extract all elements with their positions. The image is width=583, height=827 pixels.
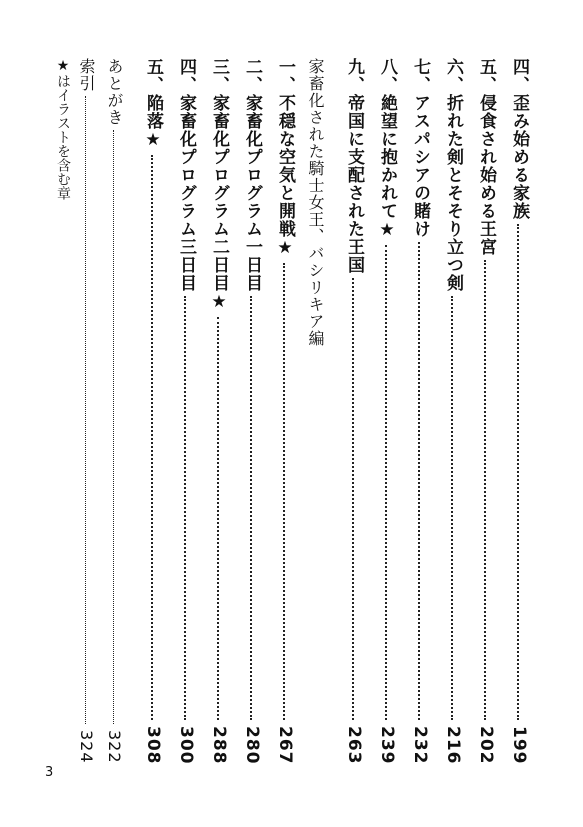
toc-entry[interactable] (268, 58, 301, 764)
page-number: 3 (45, 765, 54, 780)
toc-entry-title: 六、折れた剣とそそり立つ剣 (443, 58, 463, 292)
dot-leader (85, 96, 88, 724)
dot-leader (418, 242, 422, 720)
dot-leader (517, 224, 521, 720)
toc-entry[interactable] (436, 58, 469, 764)
toc-entry[interactable] (403, 58, 436, 764)
toc-entry-title: 七、アスパシアの賭け (410, 58, 430, 238)
part-heading (301, 58, 329, 764)
toc-entry-title: 五、陥落★ (143, 58, 163, 151)
toc-entry-page: 216 (443, 725, 463, 764)
table-of-contents (72, 58, 535, 764)
dot-leader (451, 296, 455, 720)
toc-entry[interactable] (235, 58, 268, 764)
toc-entry[interactable] (370, 58, 403, 764)
dot-leader (184, 296, 188, 720)
dot-leader (352, 278, 356, 720)
toc-entry-title: 一、不穏な空気と開戦★ (275, 58, 295, 259)
toc-entry-page: 300 (176, 725, 196, 764)
toc-entry-title: 九、帝国に支配された王国 (344, 58, 364, 274)
toc-entry-page: 232 (410, 725, 430, 764)
toc-entry[interactable] (502, 58, 535, 764)
toc-entry-page: 239 (377, 725, 397, 764)
dot-leader (151, 155, 155, 720)
toc-entry-page: 324 (77, 730, 96, 764)
dot-leader (484, 260, 488, 720)
toc-entry[interactable] (169, 58, 202, 764)
toc-entry-page: 288 (209, 725, 229, 764)
toc-entry-title: あとがき (105, 58, 124, 126)
toc-entry-title: 三、家畜化プログラム二日目★ (209, 58, 229, 313)
toc-entry-page: 267 (275, 725, 295, 764)
toc-entry-page: 202 (476, 725, 496, 764)
toc-entry-title: 二、家畜化プログラム一日目 (242, 58, 262, 292)
toc-entry-page: 308 (143, 725, 163, 764)
dot-leader (113, 130, 116, 724)
toc-entry-title: 四、歪み始める家族 (509, 58, 529, 220)
toc-entry-title: 五、侵食され始める王宮 (476, 58, 496, 256)
toc-entry-page: 199 (509, 725, 529, 764)
toc-entry-title: 八、絶望に抱かれて★ (377, 58, 397, 241)
toc-entry[interactable] (202, 58, 235, 764)
toc-entry-afterword[interactable] (100, 58, 128, 764)
toc-entry-title: 四、家畜化プログラム三日目 (176, 58, 196, 292)
dot-leader (283, 263, 287, 720)
toc-entry-index[interactable] (72, 58, 100, 764)
toc-entry-title: 索引 (77, 58, 96, 92)
dot-leader (385, 245, 389, 720)
toc-entry[interactable] (469, 58, 502, 764)
dot-leader (250, 296, 254, 720)
toc-entry[interactable] (337, 58, 370, 764)
dot-leader (217, 317, 221, 720)
toc-entry[interactable] (136, 58, 169, 764)
illustration-note: ★はイラストを含む章 (55, 58, 71, 200)
toc-entry-page: 280 (242, 725, 262, 764)
part-heading-title: 家畜化された騎士女王、バシリキア編 (306, 58, 325, 347)
toc-entry-page: 322 (105, 730, 124, 764)
toc-entry-page: 263 (344, 725, 364, 764)
